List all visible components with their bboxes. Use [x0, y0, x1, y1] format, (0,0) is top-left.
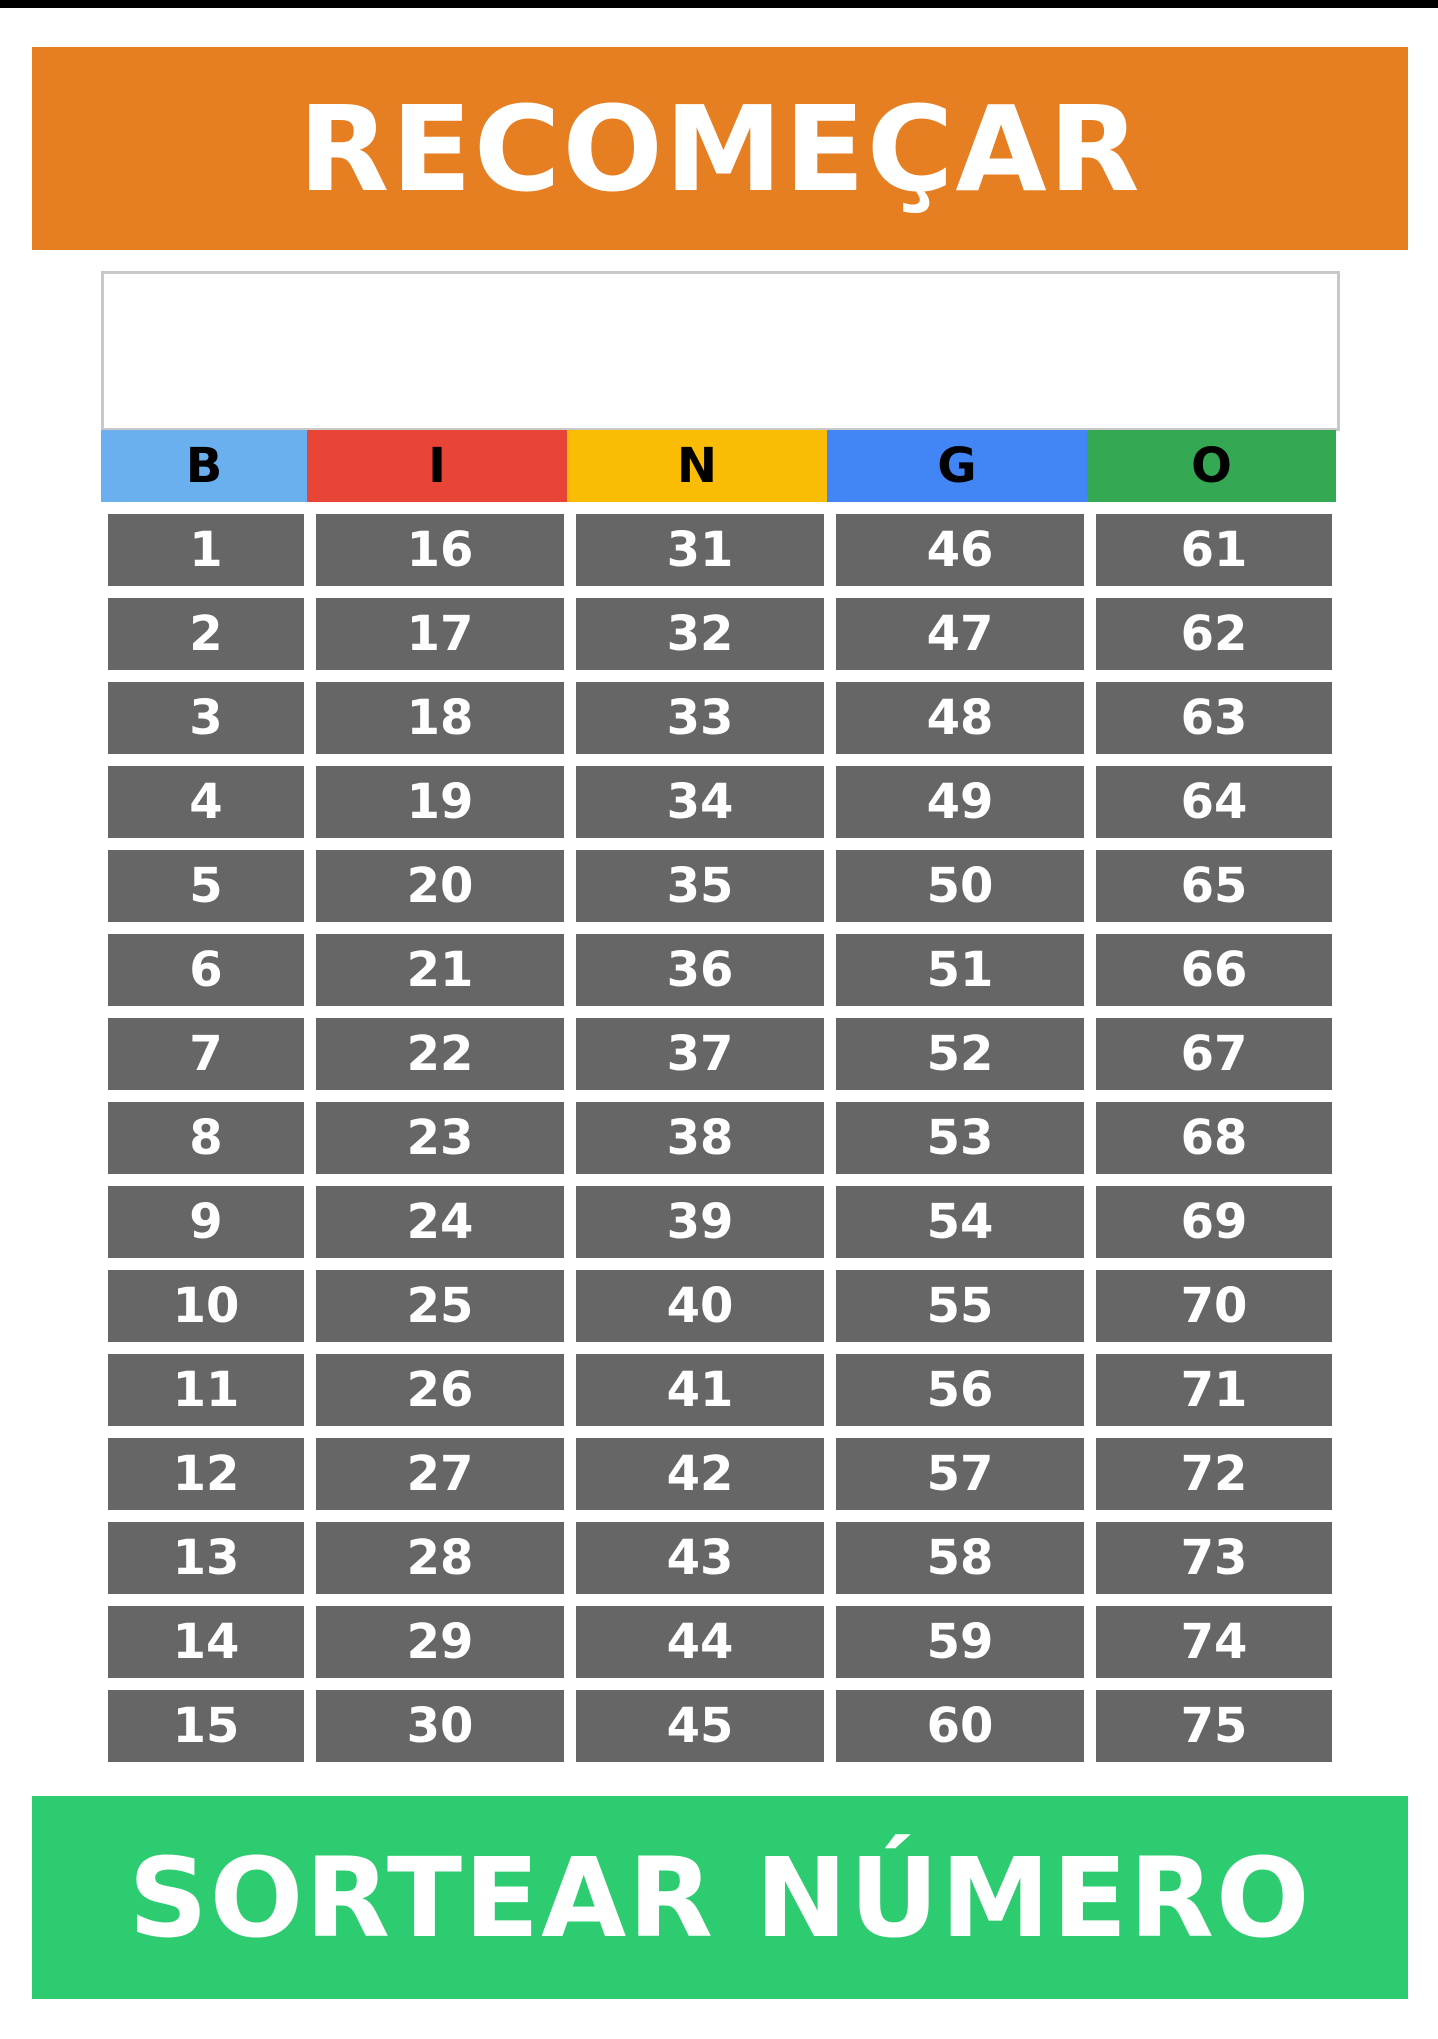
bingo-cell-n[interactable]: 40 [576, 1270, 824, 1342]
bingo-cell-i[interactable]: 21 [316, 934, 564, 1006]
bingo-cell-g[interactable]: 46 [836, 514, 1084, 586]
bingo-number-grid [108, 514, 1333, 1762]
header-b: B [101, 430, 307, 502]
bingo-cell-n[interactable]: 42 [576, 1438, 824, 1510]
bingo-cell-i[interactable]: 26 [316, 1354, 564, 1426]
header-g: G [827, 430, 1087, 502]
bingo-cell-b[interactable]: 15 [108, 1690, 304, 1762]
bingo-cell-i[interactable]: 22 [316, 1018, 564, 1090]
bingo-cell-o[interactable]: 73 [1096, 1522, 1332, 1594]
bingo-cell-n[interactable]: 41 [576, 1354, 824, 1426]
bingo-cell-g[interactable]: 56 [836, 1354, 1084, 1426]
bingo-cell-o[interactable]: 68 [1096, 1102, 1332, 1174]
bingo-cell-i[interactable]: 23 [316, 1102, 564, 1174]
bingo-cell-o[interactable]: 62 [1096, 598, 1332, 670]
bingo-cell-o[interactable]: 71 [1096, 1354, 1332, 1426]
bingo-cell-b[interactable]: 9 [108, 1186, 304, 1258]
bingo-cell-n[interactable]: 37 [576, 1018, 824, 1090]
bingo-cell-b[interactable]: 8 [108, 1102, 304, 1174]
bingo-cell-o[interactable]: 70 [1096, 1270, 1332, 1342]
bingo-cell-n[interactable]: 34 [576, 766, 824, 838]
bingo-cell-g[interactable]: 53 [836, 1102, 1084, 1174]
top-border [0, 0, 1438, 8]
bingo-cell-i[interactable]: 28 [316, 1522, 564, 1594]
bingo-cell-n[interactable]: 35 [576, 850, 824, 922]
bingo-cell-i[interactable]: 18 [316, 682, 564, 754]
bingo-cell-i[interactable]: 17 [316, 598, 564, 670]
bingo-cell-b[interactable]: 12 [108, 1438, 304, 1510]
header-n: N [567, 430, 827, 502]
bingo-cell-o[interactable]: 63 [1096, 682, 1332, 754]
bingo-cell-i[interactable]: 29 [316, 1606, 564, 1678]
draw-number-button[interactable]: SORTEAR NÚMERO [32, 1796, 1408, 1999]
bingo-cell-n[interactable]: 44 [576, 1606, 824, 1678]
bingo-cell-o[interactable]: 61 [1096, 514, 1332, 586]
bingo-cell-g[interactable]: 59 [836, 1606, 1084, 1678]
bingo-cell-b[interactable]: 10 [108, 1270, 304, 1342]
header-o: O [1087, 430, 1336, 502]
drawn-number-display [101, 271, 1340, 431]
bingo-cell-b[interactable]: 5 [108, 850, 304, 922]
bingo-cell-i[interactable]: 19 [316, 766, 564, 838]
bingo-header [101, 430, 1336, 502]
bingo-cell-b[interactable]: 6 [108, 934, 304, 1006]
bingo-cell-b[interactable]: 3 [108, 682, 304, 754]
bingo-cell-i[interactable]: 20 [316, 850, 564, 922]
bingo-cell-b[interactable]: 14 [108, 1606, 304, 1678]
bingo-cell-i[interactable]: 25 [316, 1270, 564, 1342]
bingo-cell-g[interactable]: 47 [836, 598, 1084, 670]
bingo-cell-n[interactable]: 38 [576, 1102, 824, 1174]
bingo-cell-i[interactable]: 24 [316, 1186, 564, 1258]
bingo-cell-g[interactable]: 49 [836, 766, 1084, 838]
bingo-cell-i[interactable]: 27 [316, 1438, 564, 1510]
bingo-cell-n[interactable]: 43 [576, 1522, 824, 1594]
bingo-cell-n[interactable]: 39 [576, 1186, 824, 1258]
bingo-cell-n[interactable]: 32 [576, 598, 824, 670]
bingo-cell-g[interactable]: 50 [836, 850, 1084, 922]
bingo-cell-o[interactable]: 66 [1096, 934, 1332, 1006]
bingo-cell-o[interactable]: 75 [1096, 1690, 1332, 1762]
bingo-cell-i[interactable]: 30 [316, 1690, 564, 1762]
bingo-cell-g[interactable]: 52 [836, 1018, 1084, 1090]
bingo-cell-b[interactable]: 11 [108, 1354, 304, 1426]
bingo-cell-i[interactable]: 16 [316, 514, 564, 586]
bingo-cell-o[interactable]: 69 [1096, 1186, 1332, 1258]
bingo-cell-n[interactable]: 33 [576, 682, 824, 754]
bingo-cell-b[interactable]: 4 [108, 766, 304, 838]
bingo-cell-b[interactable]: 1 [108, 514, 304, 586]
bingo-cell-n[interactable]: 31 [576, 514, 824, 586]
bingo-cell-o[interactable]: 64 [1096, 766, 1332, 838]
bingo-cell-g[interactable]: 51 [836, 934, 1084, 1006]
bingo-cell-n[interactable]: 45 [576, 1690, 824, 1762]
header-i: I [307, 430, 567, 502]
bingo-cell-o[interactable]: 72 [1096, 1438, 1332, 1510]
bingo-cell-g[interactable]: 57 [836, 1438, 1084, 1510]
bingo-cell-g[interactable]: 58 [836, 1522, 1084, 1594]
bingo-cell-o[interactable]: 65 [1096, 850, 1332, 922]
bingo-cell-b[interactable]: 13 [108, 1522, 304, 1594]
bingo-cell-o[interactable]: 74 [1096, 1606, 1332, 1678]
bingo-cell-n[interactable]: 36 [576, 934, 824, 1006]
bingo-cell-o[interactable]: 67 [1096, 1018, 1332, 1090]
bingo-cell-g[interactable]: 54 [836, 1186, 1084, 1258]
bingo-cell-b[interactable]: 2 [108, 598, 304, 670]
bingo-cell-b[interactable]: 7 [108, 1018, 304, 1090]
bingo-cell-g[interactable]: 55 [836, 1270, 1084, 1342]
bingo-cell-g[interactable]: 60 [836, 1690, 1084, 1762]
restart-button[interactable]: RECOMEÇAR [32, 47, 1408, 250]
bingo-cell-g[interactable]: 48 [836, 682, 1084, 754]
